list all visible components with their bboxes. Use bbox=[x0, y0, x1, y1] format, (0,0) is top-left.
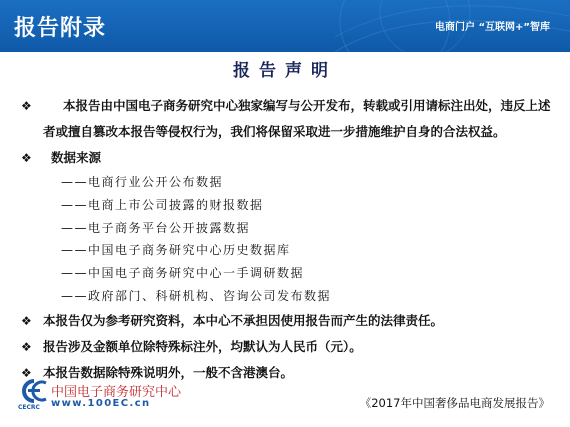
data-source-item: ——电商行业公开公布数据 bbox=[61, 175, 224, 189]
footer bbox=[0, 374, 570, 427]
data-source-item: ——中国电子商务研究中心历史数据库 bbox=[61, 243, 291, 258]
data-sources-heading: 数据来源 bbox=[51, 150, 102, 165]
diamond-bullet-icon: ❖ bbox=[21, 151, 32, 165]
org-name: 中国电子商务研究中心 bbox=[51, 385, 182, 400]
page-title: 报告附录 bbox=[14, 16, 107, 41]
cecrc-logo-icon bbox=[20, 378, 50, 404]
data-source-item: ——政府部门、科研机构、咨询公司发布数据 bbox=[61, 288, 332, 303]
header-tagline: 电商门户 “互联网+”智库 bbox=[434, 22, 550, 33]
statement-text: 本报告由中国电子商务研究中心独家编写与公开发布，转载或引用请标注出处，违反上述者或擅自篡改本报告等侵权行为，我们将保留采取进一步措施维护自身的合法权益。 bbox=[43, 98, 551, 139]
note-text: 本报告仅为参考研究资料，本中心不承担因使用报告而产生的法律责任。 bbox=[43, 312, 444, 328]
org-url[interactable]: www.100EC.cn bbox=[51, 398, 151, 409]
data-source-item: ——中国电子商务研究中心一手调研数据 bbox=[61, 266, 305, 281]
statement-title: 报告声明 bbox=[233, 61, 337, 81]
data-source-item: ——电子商务平台公开披露数据 bbox=[61, 220, 251, 235]
diamond-bullet-icon: ❖ bbox=[21, 365, 32, 380]
data-source-item: ——电商上市公司披露的财报数据 bbox=[61, 197, 264, 212]
diamond-bullet-icon: ❖ bbox=[21, 313, 32, 328]
report-name: 《2017年中国奢侈品电商发展报告》 bbox=[359, 396, 550, 410]
note-row bbox=[21, 308, 556, 334]
header-bar bbox=[0, 0, 570, 52]
statement-paragraph bbox=[21, 93, 556, 145]
diamond-bullet-icon: ❖ bbox=[21, 99, 32, 113]
diamond-bullet-icon: ❖ bbox=[21, 339, 32, 354]
statement-body bbox=[21, 93, 556, 386]
data-sources-heading-row bbox=[21, 145, 556, 171]
logo-abbreviation: CECRC bbox=[18, 404, 40, 411]
note-text: 本报告数据除特殊说明外，一般不含港澳台。 bbox=[43, 364, 294, 380]
note-text: 报告涉及金额单位除特殊标注外，均默认为人民币（元）。 bbox=[43, 338, 362, 354]
note-row bbox=[21, 334, 556, 360]
